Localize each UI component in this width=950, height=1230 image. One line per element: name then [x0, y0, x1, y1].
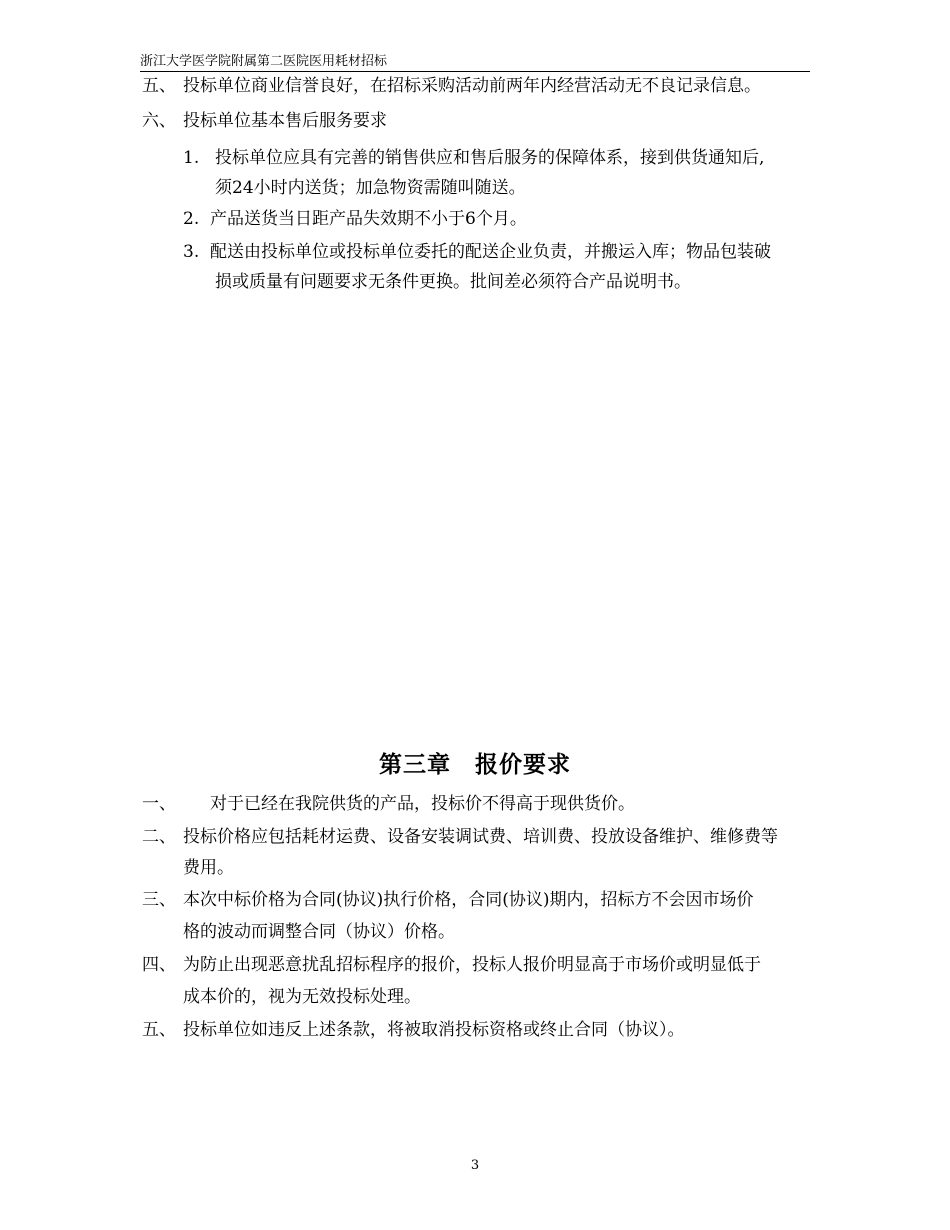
item-number: 三、 — [142, 890, 176, 910]
item-number: 五、 — [142, 76, 176, 96]
subitem-number: 3. — [183, 242, 200, 262]
chapter-title: 第三章 报价要求 — [379, 752, 571, 778]
subitem-number: 1. — [183, 148, 200, 168]
item-text: 本次中标价格为合同(协议)执行价格，合同(协议)期内，招标方不会因市场价 — [183, 890, 754, 910]
item-number: 四、 — [142, 955, 176, 975]
item-text: 投标单位如违反上述条款，将被取消投标资格或终止合同（协议）。 — [183, 1020, 685, 1040]
item-text: 成本价的，视为无效投标处理。 — [183, 987, 421, 1007]
item-text: 投标价格应包括耗材运费、设备安装调试费、培训费、投放设备维护、维修费等 — [183, 827, 778, 847]
item-text: 对于已经在我院供货的产品，投标价不得高于现供货价。 — [210, 794, 635, 814]
subitem-text: 须24小时内送货；加急物资需随叫随送。 — [215, 178, 526, 198]
subitem-text: 产品送货当日距产品失效期不小于6个月。 — [210, 209, 527, 229]
subitem-text: 损或质量有问题要求无条件更换。批间差必须符合产品说明书。 — [215, 272, 691, 292]
page-number: 3 — [470, 1158, 480, 1173]
subitem-text: 配送由投标单位或投标单位委托的配送企业负责，并搬运入库；物品包装破 — [210, 242, 771, 262]
item-number: 六、 — [142, 111, 176, 131]
item-text: 投标单位基本售后服务要求 — [183, 111, 387, 131]
item-text: 投标单位商业信誉良好，在招标采购活动前两年内经营活动无不良记录信息。 — [183, 76, 761, 96]
item-text: 格的波动而调整合同（协议）价格。 — [183, 922, 455, 942]
item-number: 二、 — [142, 827, 176, 847]
item-text: 费用。 — [183, 858, 234, 878]
page-header: 浙江大学医学院附属第二医院医用耗材招标 — [140, 54, 810, 72]
subitem-text: 投标单位应具有完善的销售供应和售后服务的保障体系，接到供货通知后, — [215, 148, 765, 168]
item-number: 一、 — [142, 794, 176, 814]
item-text: 为防止出现恶意扰乱招标程序的报价，投标人报价明显高于市场价或明显低于 — [183, 955, 761, 975]
subitem-number: 2. — [183, 209, 200, 229]
item-number: 五、 — [142, 1020, 176, 1040]
